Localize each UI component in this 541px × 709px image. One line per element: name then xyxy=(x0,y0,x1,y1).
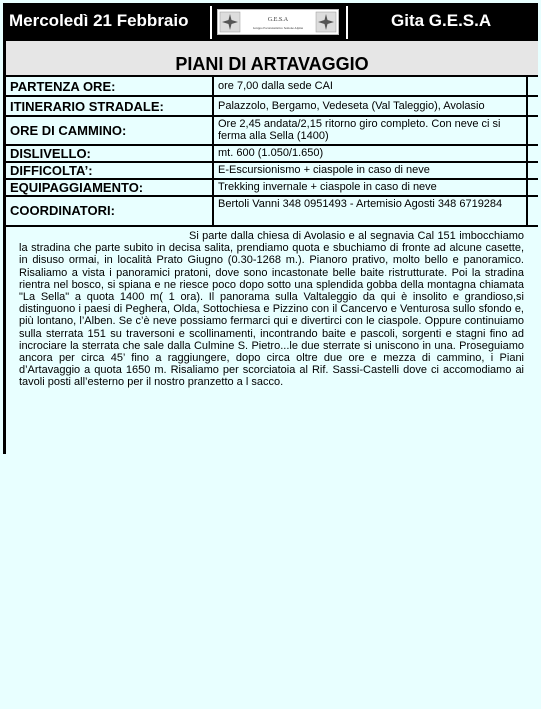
info-row-itinerario xyxy=(6,97,538,115)
info-row-ore-cammino xyxy=(6,117,538,144)
info-value: Bertoli Vanni 348 0951493 - Artemisio Agosti 348 6719284 xyxy=(218,198,503,210)
info-value: Trekking invernale + ciaspole in caso di neve xyxy=(218,181,437,193)
info-label: EQUIPAGGIAMENTO: xyxy=(10,180,144,195)
header-divider xyxy=(210,6,212,39)
info-row-coordinatori xyxy=(6,197,538,225)
info-row-partenza xyxy=(6,77,538,95)
title-bar xyxy=(6,41,538,75)
info-label: PARTENZA ORE: xyxy=(10,79,116,94)
info-label: ITINERARIO STRADALE: xyxy=(10,99,164,114)
info-value: mt. 600 (1.050/1.650) xyxy=(218,147,324,159)
info-value: ore 7,00 dalla sede CAI xyxy=(218,80,333,92)
header-divider xyxy=(346,6,348,39)
trip-date: Mercoledì 21 Febbraio xyxy=(9,11,189,30)
header-bar xyxy=(3,3,538,39)
info-value: E-Escursionismo + ciaspole in caso di neve xyxy=(218,164,430,176)
gesa-logo-graphic xyxy=(218,10,338,34)
info-label: DISLIVELLO: xyxy=(10,146,91,161)
svg-text:G.E.S.A: G.E.S.A xyxy=(267,17,289,23)
info-label: ORE DI CAMMINO: xyxy=(10,123,127,138)
page-title: PIANI DI ARTAVAGGIO xyxy=(175,54,369,74)
info-value: Ore 2,45 andata/2,15 ritorno giro completo. Con neve ci si ferma alla Sella (1400) xyxy=(218,118,501,142)
description-box xyxy=(6,227,538,454)
info-row-difficolta xyxy=(6,163,538,178)
info-row-dislivello xyxy=(6,146,538,161)
gesa-logo xyxy=(217,9,339,35)
description-text: Si parte dalla chiesa di Avolasio e al segnavia Cal 151 imbocchiamo la stradina che parte subito in decisa salita, prendiamo quota e sbuchiamo di fronte ad alcune casette, in disuso ormai, in località Prato Giugno (0.30-1268 m.). Pianoro prativo, molto bello e panoramico. Risaliamo a vista i panoramici pratoni, dove sono incastonate belle baite ristrutturate. Poi la stradina rientra nel bosco, si spiana e ne riesce poco dopo sotto una splendida gobba della montagna chiamata "La Sella" a quota 1400 m( 1 ora). Il panorama sulla Valtaleggio da qui è insolito e grandioso,si distinguono i paesi di Peghera, Olda, Sottochiesa e Pizzino con il Cancervo e Venturosa sullo sfondo e, più lontano, l’Alben. Se c’è neve possiamo fermarci qui e divertirci con le ciaspole. Oppure continuiamo sulla sterrata 151 su traversoni e scollinamenti, incontrando baite e pascoli, sorgenti e stagni fino ad incrociare la sterrata che sale dalla Culmine S. Pietro...le due sterrate si uniscono in una. Proseguiamo ancora per circa 45’ fino a raggiungere, dopo circa oltre due ore e mezza di cammino, i Piani d’Artavaggio a quota 1650 m. Risaliamo per scorciatoia al Rif. Sassi-Castelli dove ci accomodiamo ai tavoli posti all’esterno per il nostro pranzetto a l sacco. xyxy=(19,230,524,389)
svg-text:Gruppo Escursionistico Sezione: Gruppo Escursionistico Sezione Alpina xyxy=(252,26,304,30)
info-label: DIFFICOLTA’: xyxy=(10,163,93,178)
info-label: COORDINATORI: xyxy=(10,203,115,218)
info-row-equipaggiamento xyxy=(6,180,538,195)
info-value: Palazzolo, Bergamo, Vedeseta (Val Taleggio), Avolasio xyxy=(218,100,485,112)
trip-name: Gita G.E.S.A xyxy=(391,11,492,30)
